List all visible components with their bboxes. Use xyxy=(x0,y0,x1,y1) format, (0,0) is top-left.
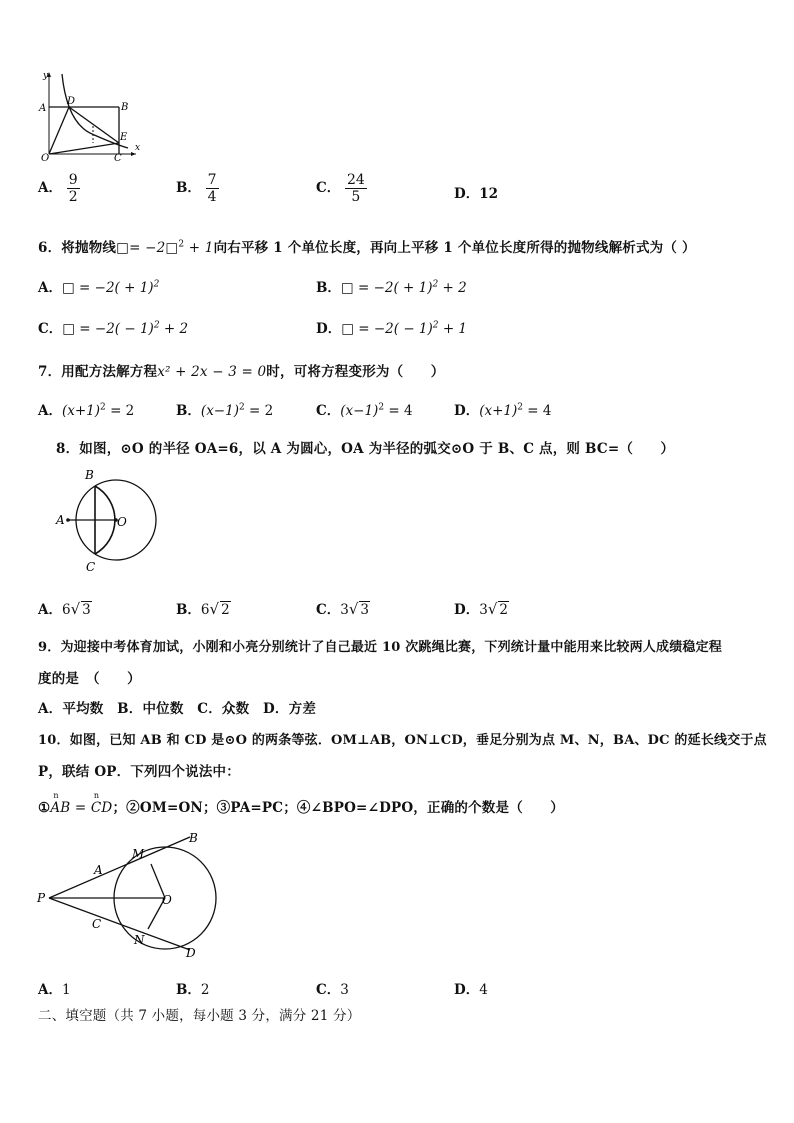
q10-line3-rest: ；②OM=ON；③PA=PC；④∠BPO=∠DPO，正确的个数是（ ） xyxy=(112,800,564,816)
q5-label-b: B xyxy=(121,102,129,113)
q10-arc-mark-ab: n xyxy=(53,791,59,800)
q10-option-a-label: A． xyxy=(38,982,62,998)
q5-label-d: D xyxy=(67,96,76,107)
q6-option-b: B．□ = $-2( + 1)^2 + 2$ xyxy=(316,279,467,296)
q6-stem-b: 向右平移 1 个单位长度，再向上平移 1 个单位长度所得的抛物线解析式为（ ） xyxy=(213,240,696,256)
q6-option-b-label: B． xyxy=(316,280,341,296)
q8-option-d-rad: 2 xyxy=(499,602,508,618)
q5-label-o: O xyxy=(41,153,50,163)
q7-option-d: D．$(x+1)^2 = 4$ xyxy=(454,402,552,419)
q5-option-c xyxy=(316,172,367,205)
q5-option-b xyxy=(176,172,219,205)
q7-stem-a: 7．用配方法解方程 xyxy=(38,364,158,380)
q10-option-c-label: C． xyxy=(316,982,341,998)
q5-figure xyxy=(36,68,146,163)
q5-option-d-label: D． xyxy=(454,186,480,202)
q7-option-c-rhs: = 4 xyxy=(384,403,413,419)
q5-label-a: A xyxy=(39,103,47,114)
q8-label-b: B xyxy=(85,468,94,482)
q10-arc-ab-text: AB xyxy=(50,800,71,816)
q5-option-a-num: 9 xyxy=(68,172,78,188)
q7-option-c: C．$(x-1)^2 = 4$ xyxy=(316,402,413,419)
q8-option-d-coef: 3 xyxy=(479,602,488,618)
q7-option-d-label: D． xyxy=(454,403,480,419)
q6-stem: 6．将抛物线□= −2□$^2$ + 1向右平移 1 个单位长度，再向上平移 1 个单位长度所得的抛物线解析式为（ ） xyxy=(38,239,696,256)
q8-option-c-rad: 3 xyxy=(360,602,369,618)
q5-label-c: C xyxy=(114,153,122,163)
q7-stem-b: 时，可将方程变形为（ ） xyxy=(266,364,445,380)
q10-label-o: O xyxy=(162,893,172,907)
q9-options: A．平均数 B．中位数 C．众数 D．方差 xyxy=(38,701,317,717)
q8-label-o: O xyxy=(117,515,127,529)
q10-label-a: A xyxy=(94,863,103,877)
q10-s1-prefix: ① xyxy=(38,800,51,816)
q8-option-b-rad: 2 xyxy=(221,602,230,618)
q7-option-b-label: B． xyxy=(176,403,201,419)
q7-option-a-label: A． xyxy=(38,403,62,419)
q8-option-a-label: A． xyxy=(38,602,62,618)
q5-option-c-frac xyxy=(345,172,367,205)
q10-option-b xyxy=(176,978,210,998)
q6-option-a: A．□ = $-2( + 1)^2$ xyxy=(38,279,160,296)
q7-option-d-rhs: = 4 xyxy=(523,403,552,419)
q6-option-a-label: A． xyxy=(38,280,62,296)
q10-option-a xyxy=(38,978,71,998)
q7-option-b-expr: (x−1) xyxy=(200,403,239,419)
q10-option-b-value: 2 xyxy=(200,982,210,998)
q10-line2: P，联结 OP．下列四个说法中： xyxy=(38,764,240,780)
q7-option-a: A．$(x+1)^2 = 2$ xyxy=(38,402,135,419)
q5-option-d-value: 12 xyxy=(479,186,499,202)
q8-option-a-rad: 3 xyxy=(82,602,91,618)
q5-option-b-num: 7 xyxy=(207,172,217,188)
q8-stem: 8．如图，⊙O 的半径 OA=6，以 A 为圆心，OA 为半径的弧交⊙O 于 B、C 点，则 BC=（ ） xyxy=(56,441,675,457)
q10-label-b: B xyxy=(189,831,198,845)
q6-option-d-label: D． xyxy=(316,321,342,337)
q10-arc-eq: = xyxy=(70,800,91,816)
q8-option-b: B．6√ 2 xyxy=(176,600,230,618)
q10-line3 xyxy=(38,791,564,816)
q8-option-c-coef: 3 xyxy=(340,602,349,618)
q5-option-b-label: B． xyxy=(176,180,201,196)
q6-option-c: C．□ = $-2( - 1)^2 + 2$ xyxy=(38,320,189,337)
section-heading-fill-in: 二、填空题（共 7 小题，每小题 3 分，满分 21 分） xyxy=(38,1008,361,1024)
q5-option-a-frac xyxy=(67,172,80,205)
q8-option-d-label: D． xyxy=(454,602,480,618)
q10-label-m: M xyxy=(132,847,145,861)
q6-stem-formula-a: = −2 xyxy=(129,240,166,256)
q5-option-b-frac xyxy=(206,172,219,205)
q7-option-a-expr: (x+1) xyxy=(61,403,101,419)
q8-label-c: C xyxy=(86,560,96,574)
q6-option-c-expr: = −2( − 1) xyxy=(79,321,154,337)
q7-option-b-rhs: = 2 xyxy=(244,403,274,419)
q5-label-e: E xyxy=(120,132,128,143)
q10-label-p: P xyxy=(37,891,46,905)
q10-arc-cd-text: CD xyxy=(90,800,113,816)
q6-option-c-label: C． xyxy=(38,321,63,337)
q5-label-y: y xyxy=(43,71,49,81)
q10-option-c-value: 3 xyxy=(340,982,349,998)
q9-line1: 9．为迎接中考体育加试，小刚和小亮分别统计了自己最近 10 次跳绳比赛，下列统计量中能用来比较两人成绩稳定程 xyxy=(38,640,722,655)
q5-option-a-label: A． xyxy=(38,180,62,196)
q6-option-b-expr: = −2( + 1) xyxy=(357,280,433,296)
q10-option-d-value: 4 xyxy=(479,982,488,998)
q8-option-c: C．3√ 3 xyxy=(316,600,369,618)
q8-option-c-label: C． xyxy=(316,602,341,618)
q5-option-b-den: 4 xyxy=(207,189,217,205)
q8-figure xyxy=(54,464,158,576)
q9-line2: 度的是 （ ） xyxy=(38,671,141,687)
q6-option-d: D．□ = $-2( - 1)^2 + 1$ xyxy=(316,320,468,337)
q7-stem xyxy=(38,360,444,380)
q6-stem-box2: □ xyxy=(165,240,179,256)
q8-option-b-coef: 6 xyxy=(200,602,210,618)
q5-option-a xyxy=(38,172,80,205)
q7-equation: x² + 2x − 3 = 0 xyxy=(157,364,267,380)
q7-option-c-label: C． xyxy=(316,403,341,419)
q6-option-d-expr: = −2( − 1) xyxy=(358,321,433,337)
q10-option-d xyxy=(454,978,488,998)
q8-option-b-label: B． xyxy=(176,602,201,618)
q6-stem-box: □ xyxy=(116,240,130,256)
q7-option-a-rhs: = 2 xyxy=(105,403,135,419)
q6-option-d-tail: + 1 xyxy=(438,321,468,337)
q7-option-c-expr: (x−1) xyxy=(340,403,379,419)
q10-figure xyxy=(34,830,234,964)
q5-option-a-den: 2 xyxy=(68,189,78,205)
q10-line1: 10．如图，已知 AB 和 CD 是⊙O 的两条等弦．OM⊥AB，ON⊥CD，垂足分别为点 M、N，BA、DC 的延长线交于点 xyxy=(38,733,767,748)
q6-stem-a: 6．将抛物线 xyxy=(38,240,117,256)
q8-option-a-coef: 6 xyxy=(61,602,71,618)
q5-label-x: x xyxy=(135,143,141,153)
q10-label-n: N xyxy=(134,933,145,947)
q8-label-a: A xyxy=(56,513,65,527)
q8-option-d: D．3√ 2 xyxy=(454,600,508,618)
q10-arc-ab xyxy=(50,791,71,816)
q10-option-c xyxy=(316,978,349,998)
q5-option-c-num: 24 xyxy=(346,172,365,188)
q7-option-d-expr: (x+1) xyxy=(479,403,518,419)
q8-option-a: A．6√ 3 xyxy=(38,600,91,618)
q10-arc-mark-cd: n xyxy=(93,791,100,800)
q10-option-d-label: D． xyxy=(454,982,480,998)
q6-option-c-tail: + 2 xyxy=(159,321,189,337)
q5-option-c-den: 5 xyxy=(351,189,361,205)
q10-label-c: C xyxy=(92,917,102,931)
q5-option-d xyxy=(454,182,498,202)
q7-option-b: B．$(x-1)^2 = 2$ xyxy=(176,402,274,419)
q6-stem-formula-b: + 1 xyxy=(184,240,214,256)
q10-option-b-label: B． xyxy=(176,982,201,998)
q6-option-a-expr: = −2( + 1) xyxy=(79,280,154,296)
q6-option-b-tail: + 2 xyxy=(438,280,467,296)
q10-arc-cd xyxy=(90,791,113,816)
q5-option-c-label: C． xyxy=(316,180,341,196)
q10-option-a-value: 1 xyxy=(61,982,71,998)
q10-label-d: D xyxy=(186,946,196,960)
